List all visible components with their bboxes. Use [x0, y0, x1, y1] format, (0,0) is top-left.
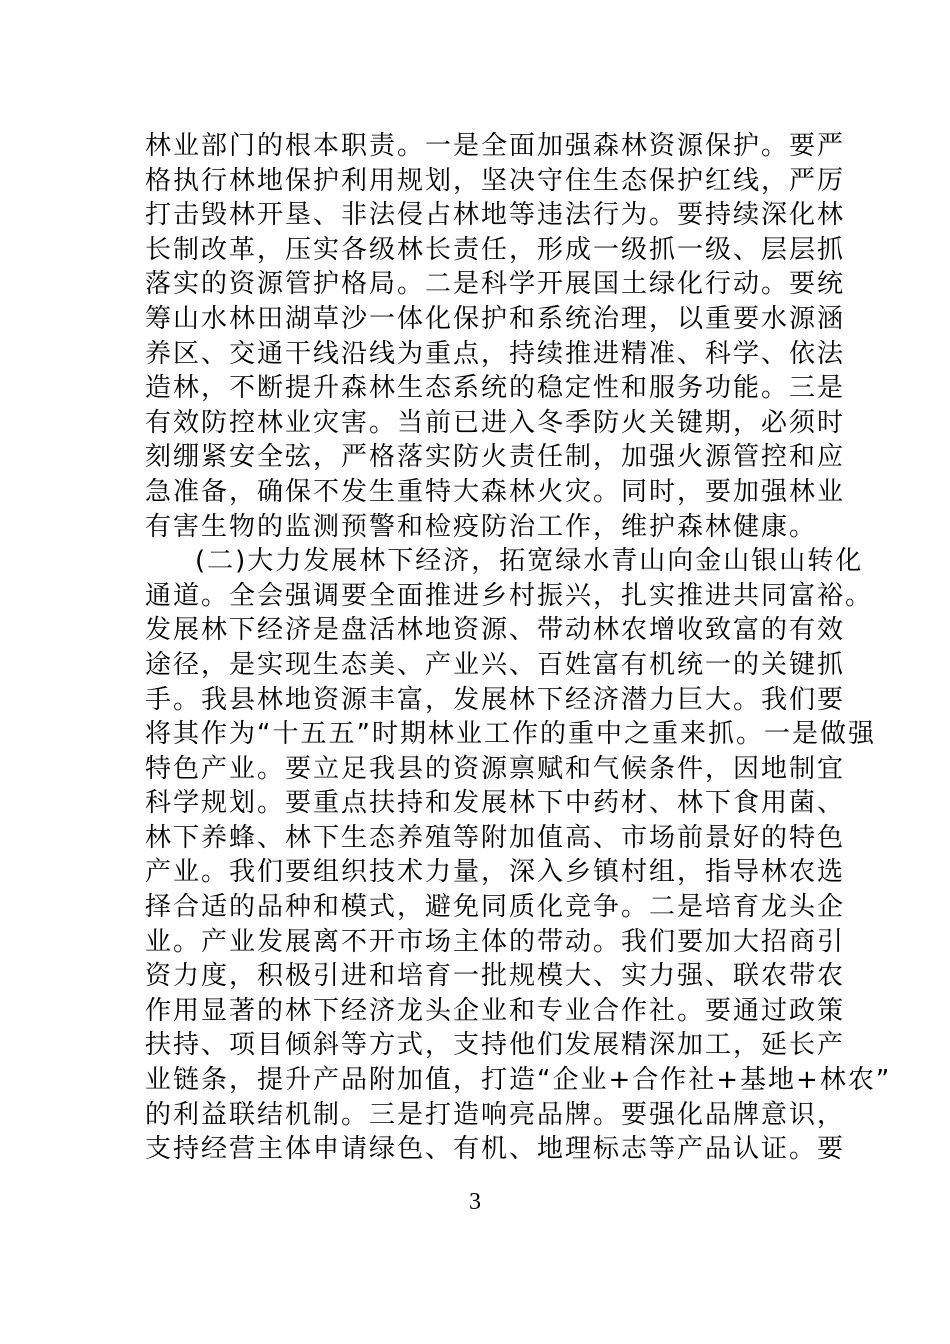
text-line: 刻绷紧安全弦，严格落实防火责任制，加强火源管控和应 [145, 442, 846, 473]
text-line: 打击毁林开垦、非法侵占林地等违法行为。要持续深化林 [145, 200, 846, 231]
text-line: 急准备，确保不发生重特大森林火灾。同时，要加强林业 [145, 476, 846, 507]
text-line: 养区、交通干线沿线为重点，持续推进精准、科学、依法 [145, 338, 846, 369]
body-text [145, 129, 892, 1167]
text-line: 业。产业发展离不开市场主体的带动。我们要加大招商引 [145, 926, 846, 957]
text-line: 造林，不断提升森林生态系统的稳定性和服务功能。三是 [145, 373, 846, 404]
text-line: 有效防控林业灾害。当前已进入冬季防火关键期，必须时 [145, 407, 846, 438]
text-line: 手。我县林地资源丰富，发展林下经济潜力巨大。我们要 [145, 684, 846, 715]
text-line: 林业部门的根本职责。一是全面加强森林资源保护。要严 [145, 131, 846, 161]
text-line: 的利益联结机制。三是打造响亮品牌。要强化品牌意识， [145, 1099, 846, 1130]
text-line: 落实的资源管护格局。二是科学开展国土绿化行动。要统 [145, 269, 846, 300]
text-line: 产业。我们要组织技术力量，深入乡镇村组，指导林农选 [145, 857, 846, 888]
text-line: 发展林下经济是盘活林地资源、带动林农增收致富的有效 [145, 615, 846, 646]
text-line: 通道。全会强调要全面推进乡村振兴，扎实推进共同富裕。 [145, 580, 874, 611]
text-line: 长制改革，压实各级林长责任，形成一级抓一级、层层抓 [145, 234, 846, 265]
text-line: 择合适的品种和模式，避免同质化竞争。二是培育龙头企 [145, 892, 846, 923]
section-heading-line: (二)大力发展林下经济，拓宽绿水青山向金山银山转化 [195, 546, 864, 577]
text-line: 特色产业。要立足我县的资源禀赋和气候条件，因地制宜 [145, 753, 846, 784]
text-line: 筹山水林田湖草沙一体化保护和系统治理，以重要水源涵 [145, 303, 846, 334]
text-line: 科学规划。要重点扶持和发展林下中药材、林下食用菌、 [145, 788, 846, 819]
text-line: 林下养蜂、林下生态养殖等附加值高、市场前景好的特色 [145, 822, 846, 853]
text-line: 格执行林地保护利用规划，坚决守住生态保护红线，严厉 [145, 165, 846, 196]
text-line: 将其作为“十五五”时期林业工作的重中之重来抓。一是做强 [145, 719, 876, 750]
text-line: 资力度，积极引进和培育一批规模大、实力强、联农带农 [145, 961, 846, 992]
page-number: 3 [469, 1189, 481, 1215]
text-line: 作用显著的林下经济龙头企业和专业合作社。要通过政策 [145, 995, 846, 1026]
text-line: 业链条，提升产品附加值，打造“企业+合作社+基地+林农” [145, 1065, 892, 1096]
text-line: 有害生物的监测预警和检疫防治工作，维护森林健康。 [145, 511, 818, 542]
text-line: 支持经营主体申请绿色、有机、地理标志等产品认证。要 [145, 1134, 846, 1165]
text-line: 扶持、项目倾斜等方式，支持他们发展精深加工，延长产 [145, 1030, 846, 1061]
text-line: 途径，是实现生态美、产业兴、百姓富有机统一的关键抓 [145, 649, 846, 680]
